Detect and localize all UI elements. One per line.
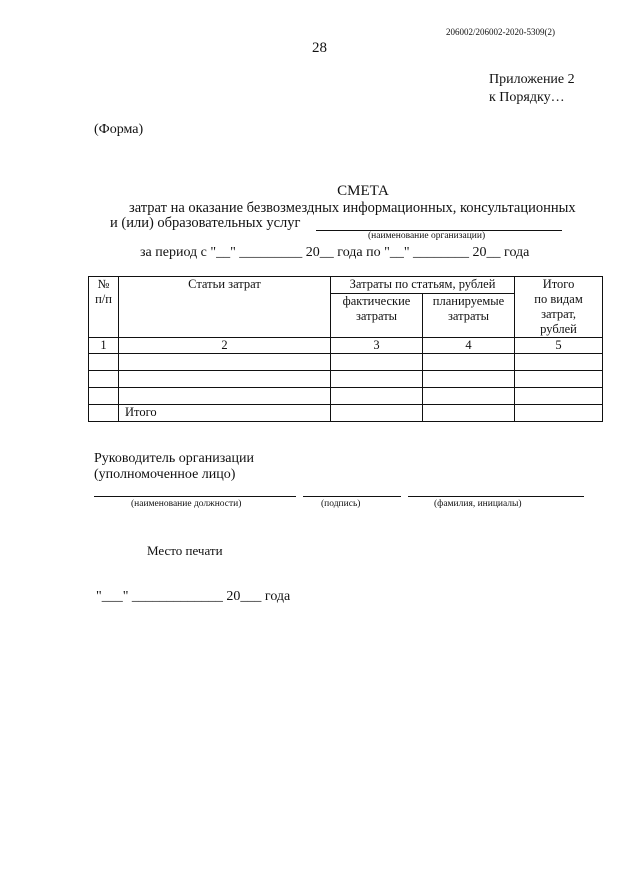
header-total-line3: затрат, [541, 307, 576, 321]
document-subtitle-line2: и (или) образовательных услуг [110, 215, 301, 231]
header-actual-line1: фактические [342, 293, 411, 308]
column-number-row [89, 338, 603, 354]
signatory-subtitle: (уполномоченное лицо) [94, 467, 236, 482]
table-cell[interactable] [89, 405, 119, 422]
header-planned-costs [423, 293, 515, 337]
column-number: 5 [515, 338, 603, 354]
header-costs-by-item: Затраты по статьям, рублей [331, 277, 515, 294]
appendix-reference: к Порядку… [489, 90, 565, 105]
column-number: 4 [423, 338, 515, 354]
header-planned-line2: затраты [447, 308, 490, 323]
signature-field[interactable] [303, 496, 401, 497]
table-cell[interactable] [89, 354, 119, 371]
table-cell[interactable] [423, 371, 515, 388]
header-number [89, 277, 119, 338]
cost-estimate-table [88, 276, 603, 422]
header-total-line2: по видам [534, 292, 583, 306]
table-cell[interactable] [515, 371, 603, 388]
form-label: (Форма) [94, 122, 144, 137]
table-cell[interactable] [423, 354, 515, 371]
total-label: Итого [119, 405, 331, 422]
total-row [89, 405, 603, 422]
table-cell[interactable] [331, 371, 423, 388]
table-cell[interactable] [89, 371, 119, 388]
header-cost-items: Статьи затрат [119, 277, 331, 338]
table-cell[interactable] [119, 371, 331, 388]
column-number: 3 [331, 338, 423, 354]
header-total [515, 277, 603, 338]
header-actual-line2: затраты [355, 308, 398, 323]
stamp-placeholder: Место печати [147, 543, 223, 558]
position-field[interactable] [94, 496, 296, 497]
table-cell[interactable] [515, 388, 603, 405]
column-number: 1 [89, 338, 119, 354]
full-name-field[interactable] [408, 496, 584, 497]
position-caption: (наименование должности) [131, 499, 242, 509]
document-subtitle-line1: затрат на оказание безвозмездных информационных, консультационных [129, 200, 576, 216]
header-planned-line1: планируемые [432, 293, 505, 308]
table-cell[interactable] [515, 405, 603, 422]
date-line: "___" _____________ 20___ года [96, 589, 291, 604]
signatory-title: Руководитель организации [94, 451, 254, 466]
table-cell[interactable] [331, 354, 423, 371]
document-id: 206002/206002-2020-5309(2) [446, 27, 555, 37]
full-name-caption: (фамилия, инициалы) [434, 499, 522, 509]
header-total-line4: рублей [540, 322, 577, 336]
header-number-line2: п/п [95, 292, 112, 306]
signature-caption: (подпись) [321, 499, 361, 509]
table-row [89, 371, 603, 388]
table-cell[interactable] [119, 354, 331, 371]
table-cell[interactable] [331, 388, 423, 405]
organization-caption: (наименование организации) [368, 231, 486, 241]
table-cell[interactable] [423, 405, 515, 422]
period-line: за период с "__" _________ 20__ года по "__" ________ 20__ года [140, 245, 530, 260]
table-cell[interactable] [515, 354, 603, 371]
document-title: СМЕТА [337, 183, 389, 199]
header-total-line1: Итого [542, 277, 575, 291]
table-cell[interactable] [331, 405, 423, 422]
appendix-label: Приложение 2 [489, 72, 575, 87]
table-cell[interactable] [119, 388, 331, 405]
column-number: 2 [119, 338, 331, 354]
table-cell[interactable] [89, 388, 119, 405]
table-row [89, 354, 603, 371]
table-row [89, 388, 603, 405]
page-number: 28 [312, 40, 327, 56]
header-actual-costs [331, 293, 423, 337]
header-number-line1: № [97, 277, 110, 291]
table-cell[interactable] [423, 388, 515, 405]
